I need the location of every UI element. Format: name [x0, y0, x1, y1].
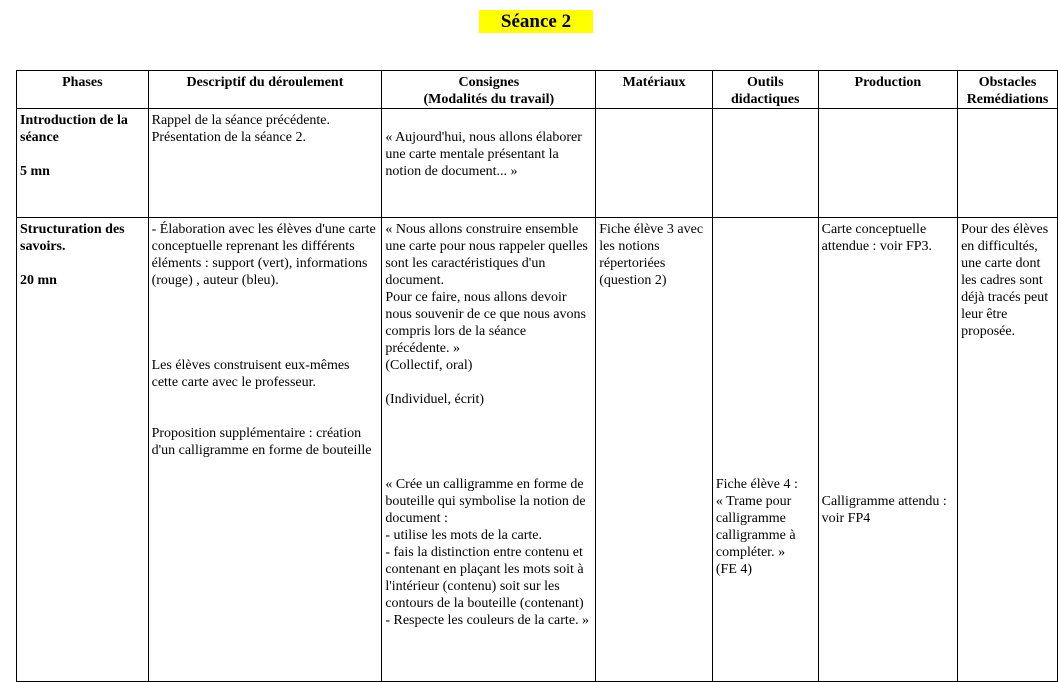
outils-cell	[712, 109, 818, 218]
production-cell	[818, 109, 957, 218]
header-descriptif: Descriptif du déroulement	[148, 71, 382, 109]
table-row	[17, 109, 1058, 218]
descriptif-cell: Rappel de la séance précédente. Présentation de la séance 2.	[148, 109, 382, 218]
consignes-cell: « Aujourd'hui, nous allons élaborer une carte mentale présentant la notion de document... »	[382, 109, 596, 218]
title-highlight	[479, 10, 593, 33]
header-production: Production	[818, 71, 957, 109]
materiaux-cell: Fiche élève 3 avec les notions répertoriées (question 2)	[596, 218, 713, 682]
obstacles-cell: Pour des élèves en difficultés, une carte dont les cadres sont déjà tracés peut leur être proposée.	[958, 218, 1058, 682]
header-consignes: Consignes (Modalités du travail)	[382, 71, 596, 109]
header-materiaux: Matériaux	[596, 71, 713, 109]
consignes-cell: « Nous allons construire ensemble une carte pour nous rappeler quelles sont les caractéristiques d'un document. Pour ce faire, nous allons devoir nous souvenir de ce que nous avons compris lors de la séance précédente. » (Collectif, oral) (Individuel, écrit) « Crée un calligramme en forme de bouteille qui symbolise la notion de document : - utilise les mots de la carte. - fais la distinction entre contenu et contenant en plaçant les mots soit à l'intérieur (contenu) soit sur les contours de la bouteille (contenant) - Respecte les couleurs de la carte. »	[382, 218, 596, 682]
outils-cell: Fiche élève 4 : « Trame pour calligramme calligramme à compléter. » (FE 4)	[712, 218, 818, 682]
phase-cell: Introduction de la séance 5 mn	[17, 109, 149, 218]
materiaux-cell	[596, 109, 713, 218]
descriptif-cell: - Élaboration avec les élèves d'une carte conceptuelle reprenant les différents éléments : support (vert), informations (rouge) , auteur (bleu). Les élèves construisent eux-mêmes cette carte avec le professeur. Proposition supplémentaire : création d'un calligramme en forme de bouteille	[148, 218, 382, 682]
header-outils: Outils didactiques	[712, 71, 818, 109]
obstacles-cell	[958, 109, 1058, 218]
header-obstacles: Obstacles Remédiations	[958, 71, 1058, 109]
production-cell: Carte conceptuelle attendue : voir FP3. Calligramme attendu : voir FP4	[818, 218, 957, 682]
header-row	[17, 71, 1058, 109]
header-phases: Phases	[17, 71, 149, 109]
lesson-table	[16, 70, 1058, 682]
phase-cell: Structuration des savoirs. 20 mn	[17, 218, 149, 682]
table-row	[17, 218, 1058, 682]
page-title: Séance 2	[500, 11, 572, 32]
